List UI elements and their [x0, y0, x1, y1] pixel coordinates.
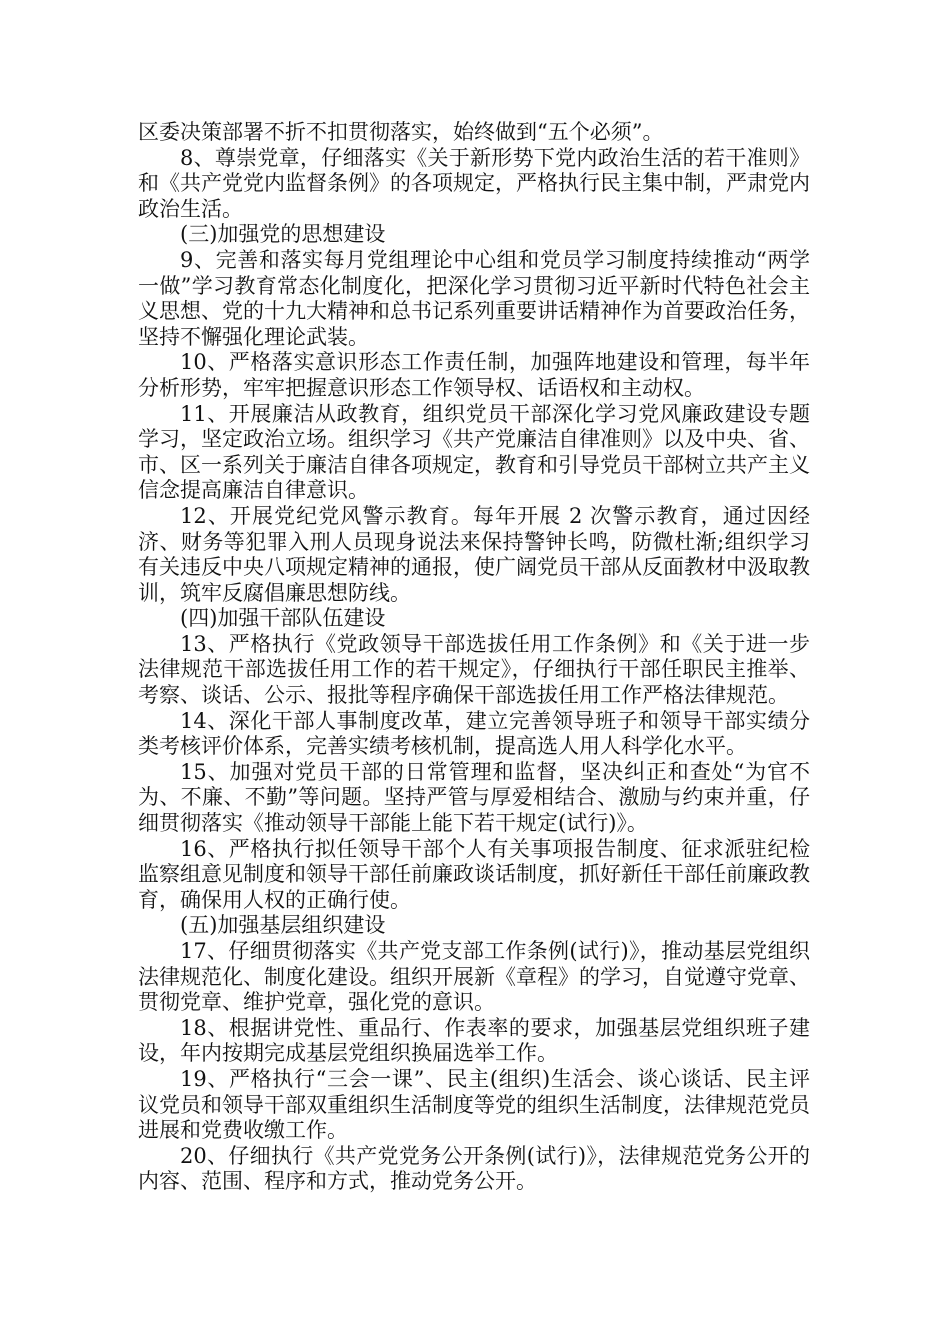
section-heading-4: (四)加强干部队伍建设 [180, 606, 386, 631]
paragraph-item-14: 14、深化干部人事制度改革，建立完善领导班子和领导干部实绩分类考核评价体系，完善实绩考核机制，提高选人用人科学化水平。 [138, 708, 810, 759]
paragraph-item-18: 18、根据讲党性、重品行、作表率的要求，加强基层党组织班子建设，年内按期完成基层党组织换届选举工作。 [138, 1015, 810, 1066]
paragraph-item-11: 11、开展廉洁从政教育，组织党员干部深化学习党风廉政建设专题学习，坚定政治立场。组织学习《共产党廉洁自律准则》以及中央、省、市、区一系列关于廉洁自律各项规定，教育和引导党员干部树立共产主义信念提高廉洁自律意识。 [138, 401, 810, 503]
paragraph-item-17: 17、仔细贯彻落实《共产党支部工作条例(试行)》，推动基层党组织法律规范化、制度化建设。组织开展新《章程》的学习，自觉遵守党章、贯彻党章、维护党章，强化党的意识。 [138, 939, 810, 1015]
paragraph-item-8: 8、尊崇党章，仔细落实《关于新形势下党内政治生活的若干准则》和《共产党党内监督条例》的各项规定，严格执行民主集中制，严肃党内政治生活。 [138, 145, 810, 221]
paragraph-item-16: 16、严格执行拟任领导干部个人有关事项报告制度、征求派驻纪检监察组意见制度和领导干部任前廉政谈话制度，抓好新任干部任前廉政教育，确保用人权的正确行使。 [138, 836, 810, 912]
paragraph-item-19: 19、严格执行“三会一课”、民主(组织)生活会、谈心谈话、民主评议党员和领导干部双重组织生活制度等党的组织生活制度，法律规范党员进展和党费收缴工作。 [138, 1066, 810, 1143]
section-heading-5: (五)加强基层组织建设 [180, 913, 386, 938]
document-body [138, 120, 810, 1195]
section-heading-3: (三)加强党的思想建设 [180, 222, 386, 247]
paragraph-item-12: 12、开展党纪党风警示教育。每年开展 2 次警示教育，通过因经济、财务等犯罪入刑人员现身说法来保持警钟长鸣，防微杜渐;组织学习有关违反中央八项规定精神的通报，使广阔党员干部从反面教材中汲取教训，筑牢反腐倡廉思想防线。 [138, 503, 810, 605]
paragraph-item-9: 9、完善和落实每月党组理论中心组和党员学习制度持续推动“两学一做”学习教育常态化制度化，把深化学习贯彻习近平新时代特色社会主义思想、党的十九大精神和总书记系列重要讲话精神作为首要政治任务，坚持不懈强化理论武装。 [138, 247, 810, 349]
paragraph-continuation: 区委决策部署不折不扣贯彻落实，始终做到“五个必须”。 [138, 120, 664, 144]
paragraph-item-15: 15、加强对党员干部的日常管理和监督，坚决纠正和查处“为官不为、不廉、不勤”等问题。坚持严管与厚爱相结合、激励与约束并重，仔细贯彻落实《推动领导干部能上能下若干规定(试行)》。 [138, 759, 810, 836]
paragraph-item-10: 10、严格落实意识形态工作责任制，加强阵地建设和管理，每半年分析形势，牢牢把握意识形态工作领导权、话语权和主动权。 [138, 350, 810, 400]
paragraph-item-20: 20、仔细执行《共产党党务公开条例(试行)》，法律规范党务公开的内容、范围、程序和方式，推动党务公开。 [138, 1143, 810, 1194]
paragraph-item-13: 13、严格执行《党政领导干部选拔任用工作条例》和《关于进一步法律规范干部选拔任用工作的若干规定》，仔细执行干部任职民主推举、考察、谈话、公示、报批等程序确保干部选拔任用工作严格法律规范。 [138, 631, 810, 708]
